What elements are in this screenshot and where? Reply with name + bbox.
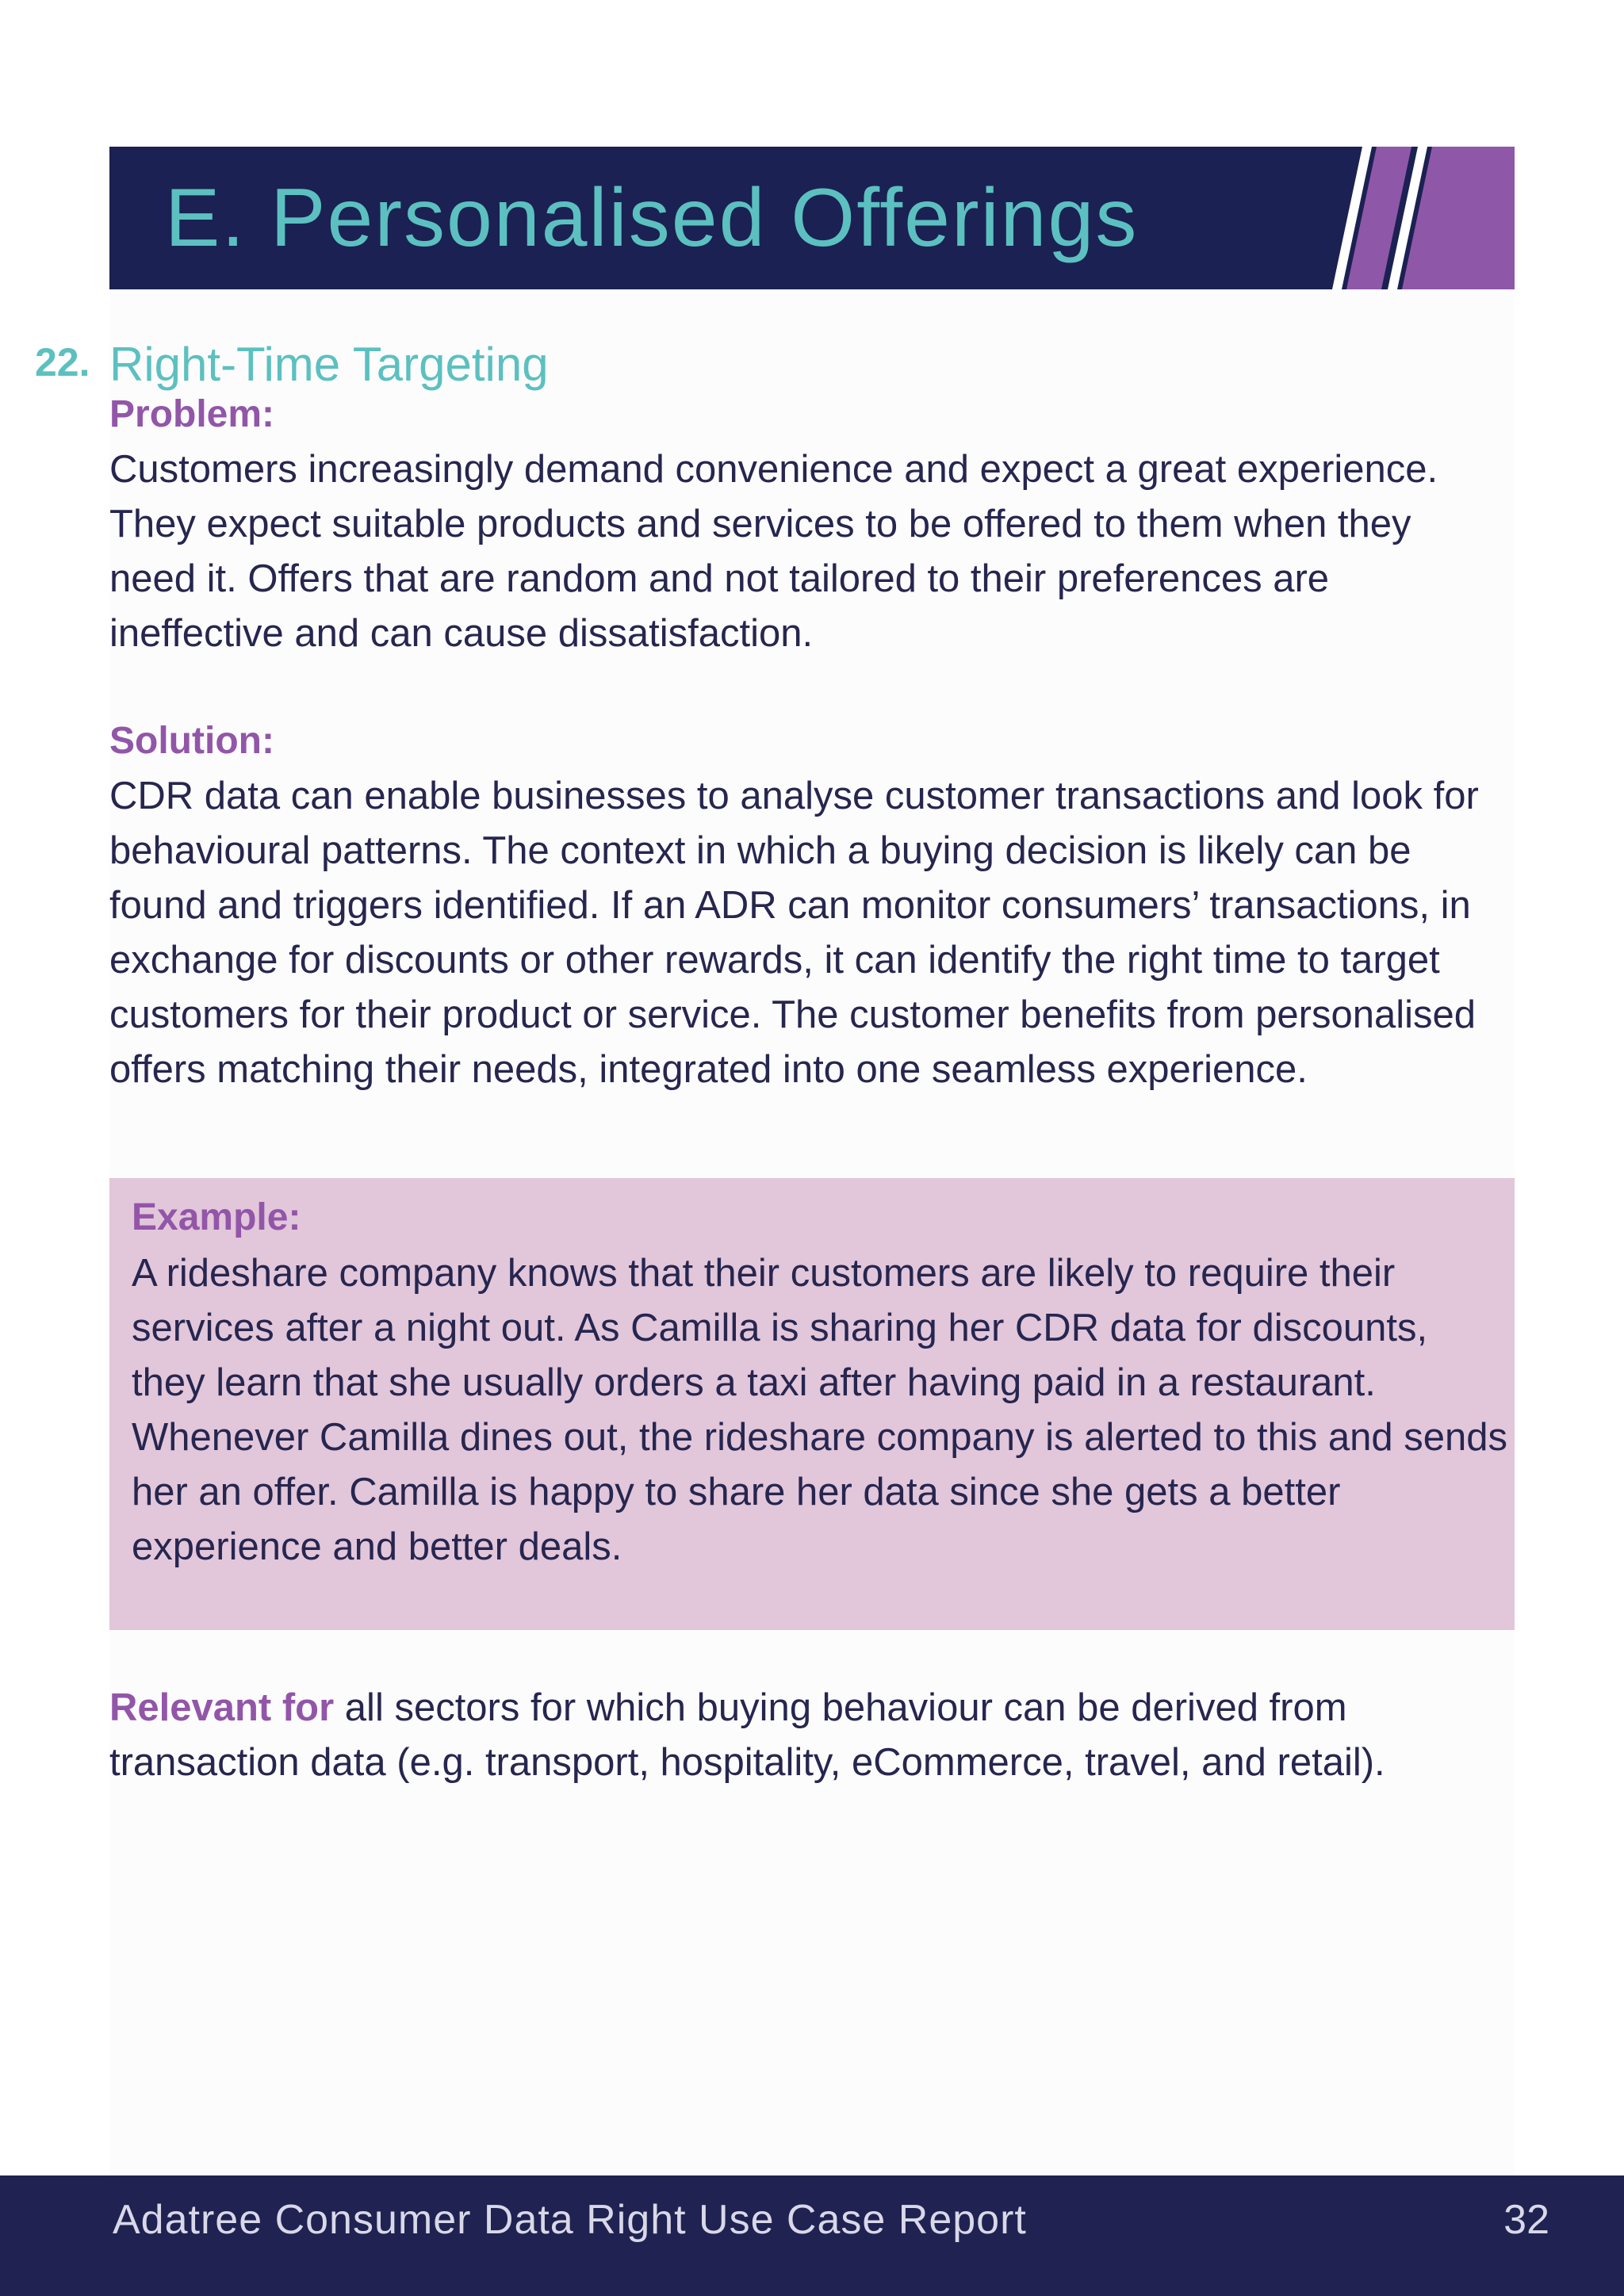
page-number: 32 <box>1503 2197 1549 2243</box>
relevant-for-text: all sectors for which buying behaviour can be derived from transaction data (e.g. transport, hospitality, eCommerce, travel, and retail). <box>109 1686 1385 1784</box>
section-title: Right-Time Targeting <box>109 338 549 391</box>
relevant-for-label: Relevant for <box>109 1686 335 1729</box>
example-box <box>109 1178 1515 1630</box>
footer-report-title: Adatree Consumer Data Right Use Case Report <box>113 2197 1027 2243</box>
solution-label: Solution: <box>109 720 274 762</box>
problem-text: Customers increasingly demand convenience and expect a great experience. They expect suitable products and services to be offered to them when they need it. Offers that are random and not tailored to their preferences are ineffective and can cause dissatisfaction. <box>109 448 1438 655</box>
example-text: A rideshare company knows that their customers are likely to require their services after a night out. As Camilla is sharing her CDR data for discounts, they learn that she usually orders a taxi after having paid in a restaurant. Whenever Camilla dines out, the rideshare company is alerted to this and sends her an offer. Camilla is happy to share her data since she gets a better experience and better deals. <box>132 1252 1507 1568</box>
page-title: E. Personalised Offerings <box>165 172 1139 264</box>
footer <box>0 2175 1624 2296</box>
header-banner <box>109 147 1515 289</box>
relevant-for-paragraph <box>109 1681 1505 1790</box>
section-number: 22. <box>35 340 90 385</box>
example-label: Example: <box>132 1196 301 1238</box>
problem-label: Problem: <box>109 393 275 435</box>
solution-text: CDR data can enable businesses to analyse customer transactions and look for behavioural patterns. The context in which a buying decision is likely can be found and triggers identified. If an ADR can monitor consumers’ transactions, in exchange for discounts or other rewards, it can identify the right time to target customers for their product or service. The customer benefits from personalised offers matching their needs, integrated into one seamless experience. <box>109 775 1479 1091</box>
decorative-stripes-icon <box>1332 147 1515 289</box>
